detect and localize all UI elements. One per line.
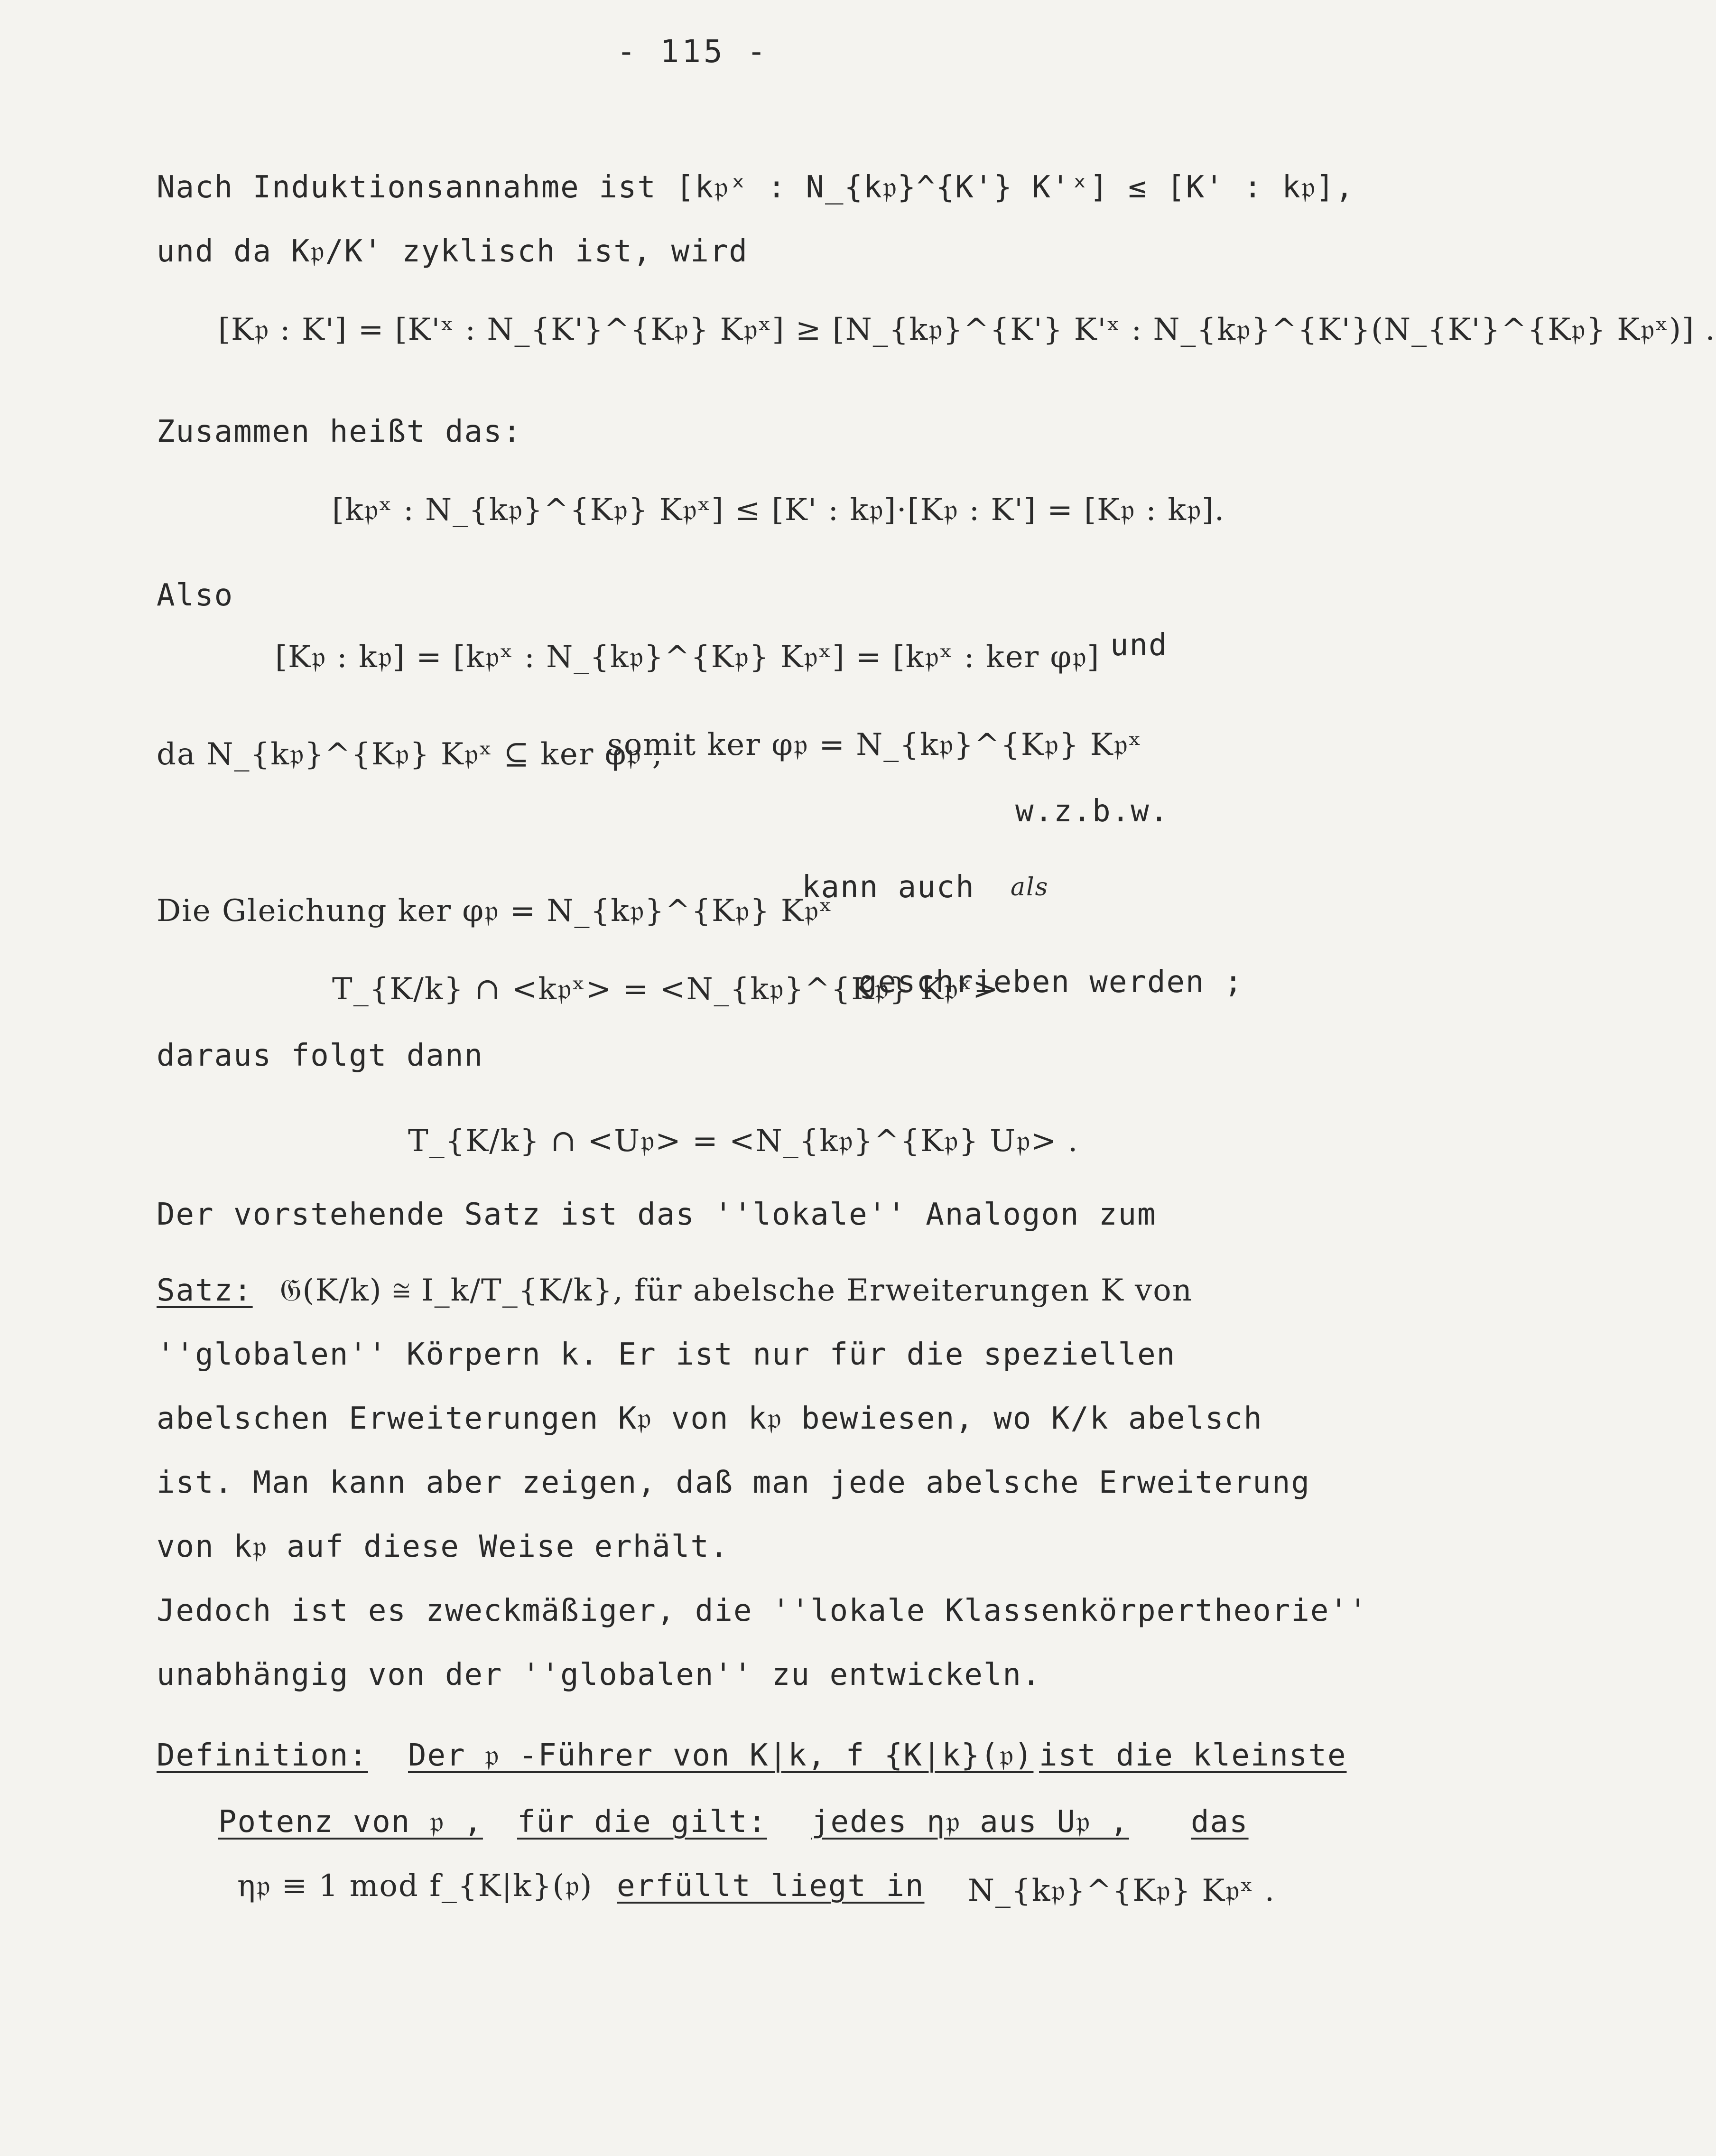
formula-line-8a: da N_{k𝔭}^{K𝔭} K𝔭ˣ ⊆ ker φ𝔭 , — [157, 737, 663, 772]
def-potenz: Potenz von 𝔭 , — [218, 1804, 483, 1840]
definition-label: Definition: — [157, 1738, 368, 1773]
handwritten-als: als — [1011, 873, 1049, 901]
text-line-10: Die Gleichung ker φ𝔭 = N_{k𝔭}^{K𝔭} K𝔭ˣ — [157, 893, 833, 929]
def-kongruenz: η𝔭 ≡ 1 mod f_{K|k}(𝔭) — [237, 1868, 593, 1904]
text-line-17: abelschen Erweiterungen K𝔭 von k𝔭 bewiesen, wo K/k abelsch — [157, 1401, 1263, 1436]
formula-line-3: [K𝔭 : K'] = [K'ˣ : N_{K'}^{K𝔭} K𝔭ˣ] ≥ [N_{k𝔭}^{K'} K'ˣ : N_{k𝔭}^{K'}(N_{K'}^{K𝔭} K𝔭ˣ)] . — [218, 312, 1716, 347]
definition-fuehrer: Der 𝔭 -Führer von K|k, f_{K|k}(𝔭) — [408, 1738, 1034, 1773]
text-line-6: Also — [157, 578, 234, 613]
formula-line-7: [K𝔭 : k𝔭] = [k𝔭ˣ : N_{k𝔭}^{K𝔭} K𝔭ˣ] = [k𝔭ˣ : ker φ𝔭] — [275, 640, 1100, 675]
def-das: das — [1191, 1804, 1249, 1840]
text-line-12: daraus folgt dann — [157, 1038, 484, 1073]
text-line-21: unabhängig von der ''globalen'' zu entwickeln. — [157, 1657, 1041, 1692]
text-kann-auch: kann auch — [802, 870, 975, 905]
text-line-2: und da K𝔭/K' zyklisch ist, wird — [157, 234, 748, 269]
page-number: - 115 - — [617, 33, 769, 70]
formula-line-8b: somit ker φ𝔭 = N_{k𝔭}^{K𝔭} K𝔭ˣ — [607, 727, 1142, 762]
text-line-19: von k𝔭 auf diese Weise erhält. — [157, 1529, 729, 1564]
text-line-18: ist. Man kann aber zeigen, daß man jede abelsche Erweiterung — [157, 1465, 1310, 1500]
formula-line-5: [k𝔭ˣ : N_{k𝔭}^{K𝔭} K𝔭ˣ] ≤ [K' : k𝔭]·[K𝔭 : K'] = [K𝔭 : k𝔭]. — [332, 493, 1225, 528]
text-line-4: Zusammen heißt das: — [157, 414, 522, 449]
formula-line-11: T_{K/k} ∩ <k𝔭ˣ> = <N_{k𝔭}^{K𝔭} K𝔭ˣ> — [332, 972, 999, 1007]
text-line-15: 𝔊(K/k) ≅ I_k/T_{K/k}, für abelsche Erweiterungen K von — [280, 1273, 1193, 1308]
text-line-14: Der vorstehende Satz ist das ''lokale'' Analogon zum — [157, 1197, 1157, 1232]
text-und: und — [1110, 628, 1168, 663]
satz-label: Satz: — [157, 1273, 253, 1308]
text-line-1: Nach Induktionsannahme ist [k𝔭ˣ : N_{k𝔭}^{K'} K'ˣ] ≤ [K' : k𝔭], — [157, 170, 1354, 205]
formula-line-13: T_{K/k} ∩ <U𝔭> = <N_{k𝔭}^{K𝔭} U𝔭> . — [408, 1124, 1079, 1159]
def-erfuellt: erfüllt liegt in — [617, 1868, 925, 1904]
def-fuer-die-gilt: für die gilt: — [517, 1804, 767, 1840]
text-line-20: Jedoch ist es zweckmäßiger, die ''lokale Klassenkörpertheorie'' — [157, 1593, 1368, 1628]
def-jedes: jedes η𝔭 aus U𝔭 , — [811, 1804, 1129, 1840]
definition-kleinste: ist die kleinste — [1039, 1738, 1347, 1773]
text-line-16: ''globalen'' Körpern k. Er ist nur für die speziellen — [157, 1337, 1176, 1372]
wzbw: w.z.b.w. — [1015, 794, 1169, 829]
text-geschrieben: geschrieben werden ; — [859, 965, 1243, 1000]
def-norm-group: N_{k𝔭}^{K𝔭} K𝔭ˣ . — [968, 1873, 1276, 1908]
